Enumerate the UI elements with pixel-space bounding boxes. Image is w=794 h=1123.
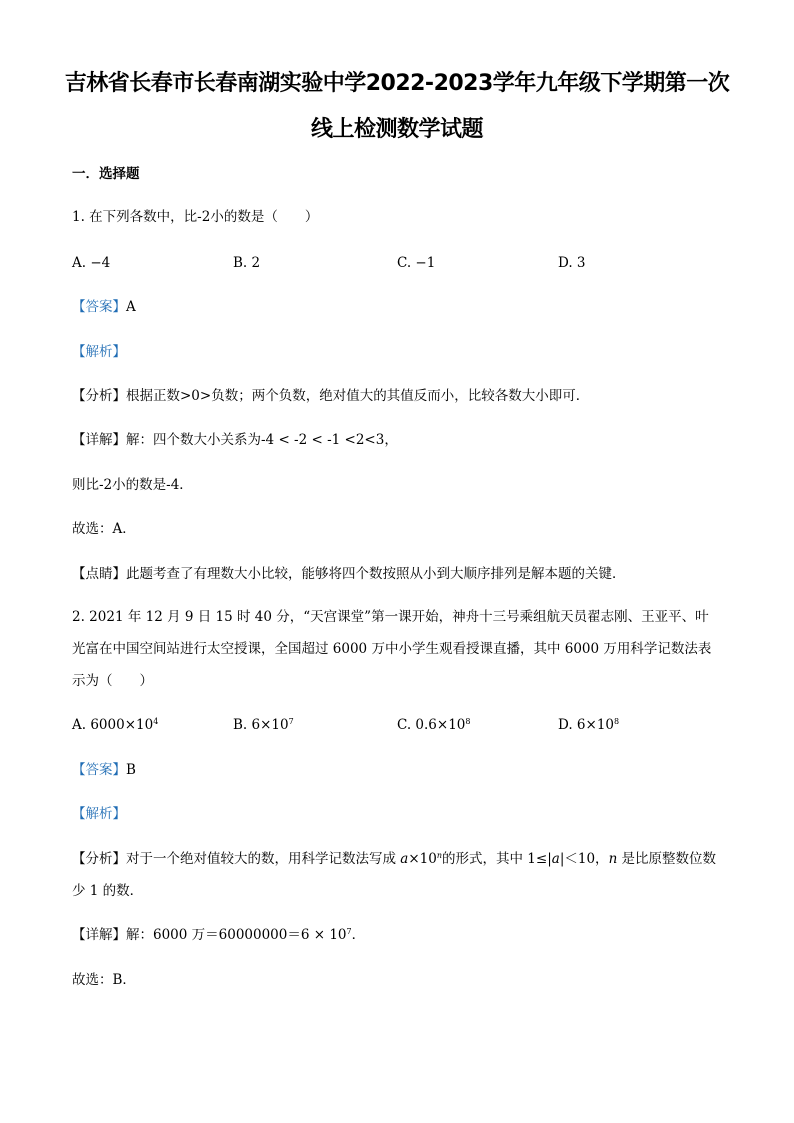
section-heading: 一．选择题 bbox=[72, 166, 140, 182]
fenxi-tag: 【分析】 bbox=[72, 851, 126, 867]
q1-stem: 1. 在下列各数中，比-2小的数是（ ） bbox=[72, 209, 319, 225]
title-line-2: 线上检测数学试题 bbox=[310, 117, 483, 142]
q1-analysis-heading bbox=[72, 343, 126, 361]
q1-answer-value: A bbox=[126, 299, 136, 315]
q1-answer bbox=[72, 298, 136, 316]
answer-tag: 【答案】 bbox=[72, 762, 126, 778]
q2-answer bbox=[72, 761, 136, 779]
q1-comment-text: 此题考查了有理数大小比较，能够将四个数按照从小到大顺序排列是解本题的关键． bbox=[126, 566, 626, 582]
q2-choose: 故选：B． bbox=[72, 972, 136, 988]
fenxi-tag: 【分析】 bbox=[72, 388, 126, 404]
title-line-1: 吉林省长春市长春南湖实验中学2022-2023学年九年级下学期第一次 bbox=[64, 71, 730, 96]
q1-fenxi bbox=[72, 387, 589, 405]
q2-fenxi-line-2: 少 1 的数． bbox=[72, 883, 144, 899]
q2-option-b: B. $6\times 10^7$ bbox=[233, 717, 294, 733]
q2-option-d: D. $6\times 10^8$ bbox=[558, 717, 620, 733]
q2-stem-line-1: 2. 2021 年 12 月 9 日 15 时 40 分，“天宫课堂”第一课开始，神舟十三号乘组航天员翟志刚、王亚平、叶 bbox=[72, 609, 709, 625]
detail-tag: 【详解】 bbox=[72, 432, 126, 448]
q2-fenxi: 【分析】对于一个绝对值较大的数，用科学记数法写成 $a\times 10^n$的形式，其中 1≤|a|＜10，n 是比原整数位数 bbox=[72, 851, 717, 867]
analysis-tag: 【解析】 bbox=[72, 344, 126, 360]
q1-choose: 故选：A． bbox=[72, 521, 136, 537]
q2-option-a: A. $6000\times 10^4$ bbox=[72, 717, 159, 733]
detail-tag: 【详解】 bbox=[72, 927, 126, 943]
q1-detail-2: 则比-2小的数是-4． bbox=[72, 477, 193, 493]
answer-tag: 【答案】 bbox=[72, 299, 126, 315]
q1-option-b: B. 2 bbox=[233, 255, 261, 271]
q1-option-a: A. −4 bbox=[72, 255, 111, 271]
q2-stem-line-2: 光富在中国空间站进行太空授课，全国超过 6000 万中小学生观看授课直播，其中 6000 万用科学记数法表 bbox=[72, 641, 712, 657]
q2-stem-line-3: 示为（ ） bbox=[72, 673, 153, 689]
q1-comment bbox=[72, 565, 626, 583]
q2-analysis-heading bbox=[72, 805, 126, 823]
q1-option-d: D. 3 bbox=[558, 255, 586, 271]
q2-answer-value: B bbox=[126, 762, 136, 778]
q1-fenxi-text: 根据正数>0>负数；两个负数，绝对值大的其值反而小，比较各数大小即可． bbox=[126, 388, 590, 404]
q2-detail: 【详解】解：6000 万$=60000000=6 \times 10^7$． bbox=[72, 927, 366, 943]
q2-option-c: C. $0.6\times 10^8$ bbox=[397, 717, 471, 733]
comment-tag: 【点睛】 bbox=[72, 566, 126, 582]
q1-detail-text: 解：四个数大小关系为-4 < -2 < -1 <2<3， bbox=[126, 432, 398, 448]
q1-option-c: C. −1 bbox=[397, 255, 436, 271]
analysis-tag: 【解析】 bbox=[72, 806, 126, 822]
q1-detail bbox=[72, 431, 398, 449]
